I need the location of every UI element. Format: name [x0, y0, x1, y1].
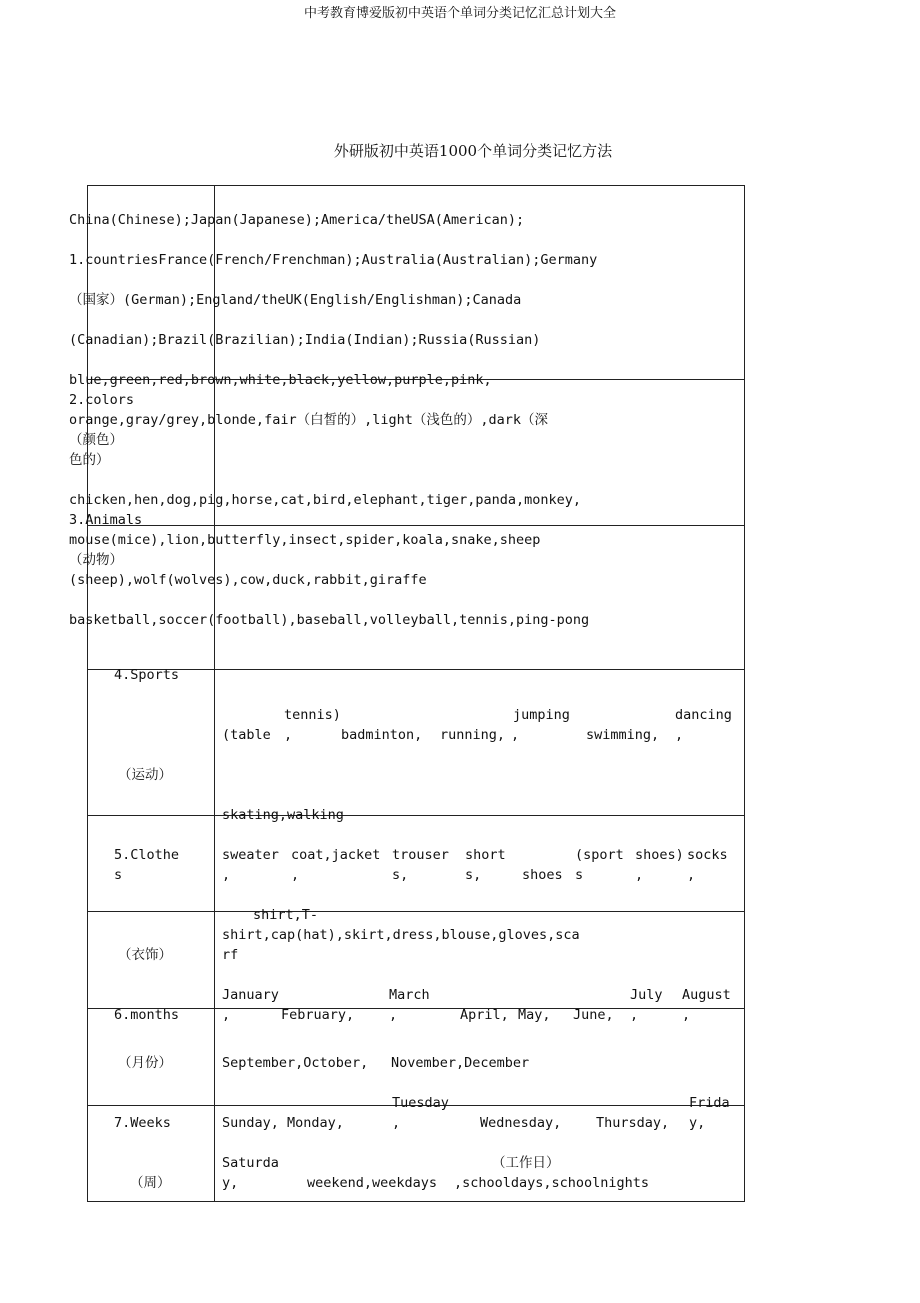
- month-word: September,October,: [222, 1055, 369, 1071]
- animals-label: 3.Animals: [69, 512, 143, 528]
- colors-line: orange,gray/grey,blonde,fair（白皙的）,light（浅色的）,dark（深: [69, 412, 548, 428]
- page-title: 外研版初中英语1000个单词分类记忆方法: [333, 142, 613, 160]
- sports-word: ,: [675, 727, 684, 743]
- week-word: ,: [392, 1115, 401, 1131]
- countries-line: （国家）(German);England/theUK(English/Englishman);Canada: [69, 292, 522, 308]
- month-word: June,: [573, 1007, 614, 1023]
- clothes-word: short: [465, 847, 506, 863]
- colors-line: blue,green,red,brown,white,black,yellow,purple,pink,: [69, 372, 492, 388]
- countries-line: China(Chinese);Japan(Japanese);America/theUSA(American);: [69, 212, 525, 228]
- month-word: April,: [460, 1007, 509, 1023]
- animals-line: chicken,hen,dog,pig,horse,cat,bird,elephant,tiger,panda,monkey,: [69, 492, 582, 508]
- row-divider: [87, 669, 744, 670]
- month-word: July: [630, 987, 663, 1003]
- month-word: January: [222, 987, 279, 1003]
- week-word: Saturda: [222, 1155, 279, 1171]
- row-divider: [87, 815, 744, 816]
- clothes-word: ,: [291, 867, 300, 883]
- clothes-word: shoes): [635, 847, 684, 863]
- week-word: y,: [222, 1175, 239, 1191]
- week-word: （工作日）: [492, 1155, 560, 1171]
- row-divider: [87, 1008, 744, 1009]
- page-header: 中考教育博爱版初中英语个单词分类记忆汇总计划大全: [303, 6, 616, 21]
- month-word: March: [389, 987, 430, 1003]
- clothes-word: s: [575, 867, 584, 883]
- week-word: y,: [689, 1115, 706, 1131]
- sports-label-cn: （运动）: [118, 767, 172, 783]
- weeks-label: 7.Weeks: [114, 1115, 171, 1131]
- sports-word: (table: [222, 727, 271, 743]
- clothes-line: shirt,cap(hat),skirt,dress,blouse,gloves,sca: [222, 927, 580, 943]
- row-divider: [87, 525, 744, 526]
- sports-word: jumping: [513, 707, 570, 723]
- clothes-line: rf: [222, 947, 239, 963]
- countries-line: 1.countriesFrance(French/Frenchman);Australia(Australian);Germany: [69, 252, 598, 268]
- week-word: Thursday,: [596, 1115, 670, 1131]
- clothes-word: shoes: [522, 867, 563, 883]
- colors-label-cn: （颜色）: [69, 432, 123, 448]
- months-label-cn: （月份）: [118, 1055, 172, 1071]
- clothes-word: trouser: [392, 847, 449, 863]
- sports-word: swimming,: [586, 727, 660, 743]
- colors-line: 色的）: [69, 452, 110, 468]
- animals-line: mouse(mice),lion,butterfly,insect,spider,koala,snake,sheep: [69, 532, 541, 548]
- clothes-word: sweater: [222, 847, 279, 863]
- month-word: ,: [682, 1007, 691, 1023]
- table-border-right: [744, 185, 745, 1202]
- month-word: ,: [389, 1007, 398, 1023]
- sports-label: 4.Sports: [114, 667, 180, 683]
- clothes-word: ,: [222, 867, 231, 883]
- month-word: ,: [222, 1007, 231, 1023]
- month-word: November,December: [391, 1055, 530, 1071]
- month-word: May,: [518, 1007, 551, 1023]
- sports-word: dancing: [675, 707, 732, 723]
- clothes-word: s,: [465, 867, 482, 883]
- clothes-word: (sport: [575, 847, 624, 863]
- clothes-word: coat,jacket: [291, 847, 381, 863]
- colors-label: 2.colors: [69, 392, 135, 408]
- month-word: ,: [630, 1007, 639, 1023]
- countries-line: (Canadian);Brazil(Brazilian);India(Indian);Russia(Russian): [69, 332, 541, 348]
- week-word: Tuesday: [392, 1095, 449, 1111]
- week-word: Frida: [689, 1095, 730, 1111]
- week-word: ,schooldays,schoolnights: [454, 1175, 650, 1191]
- month-word: August: [682, 987, 731, 1003]
- week-word: weekend,weekdays: [307, 1175, 438, 1191]
- clothes-label: s: [114, 867, 123, 883]
- month-word: February,: [281, 1007, 355, 1023]
- clothes-word: s,: [392, 867, 409, 883]
- clothes-word: socks: [687, 847, 728, 863]
- clothes-word: ,: [687, 867, 696, 883]
- clothes-word: shirt,T-: [253, 907, 319, 923]
- row-divider: [87, 911, 744, 912]
- clothes-label-cn: （衣饰）: [118, 947, 172, 963]
- sports-line: basketball,soccer(football),baseball,volleyball,tennis,ping-pong: [69, 612, 590, 628]
- weeks-label-cn: （周）: [130, 1175, 171, 1191]
- week-word: Sunday, Monday,: [222, 1115, 344, 1131]
- clothes-label: 5.Clothe: [114, 847, 180, 863]
- sports-word: running,: [440, 727, 506, 743]
- animals-line: (sheep),wolf(wolves),cow,duck,rabbit,giraffe: [69, 572, 427, 588]
- sports-word: tennis): [284, 707, 341, 723]
- week-word: Wednesday,: [480, 1115, 562, 1131]
- sports-word: badminton,: [341, 727, 423, 743]
- clothes-word: ,: [635, 867, 644, 883]
- table-border-top: [87, 185, 744, 186]
- sports-word: ,: [511, 727, 520, 743]
- sports-line: skating,walking: [222, 807, 344, 823]
- sports-word: ,: [284, 727, 293, 743]
- table-border-bottom: [87, 1201, 744, 1202]
- months-label: 6.months: [114, 1007, 180, 1023]
- animals-label-cn: （动物）: [69, 552, 123, 568]
